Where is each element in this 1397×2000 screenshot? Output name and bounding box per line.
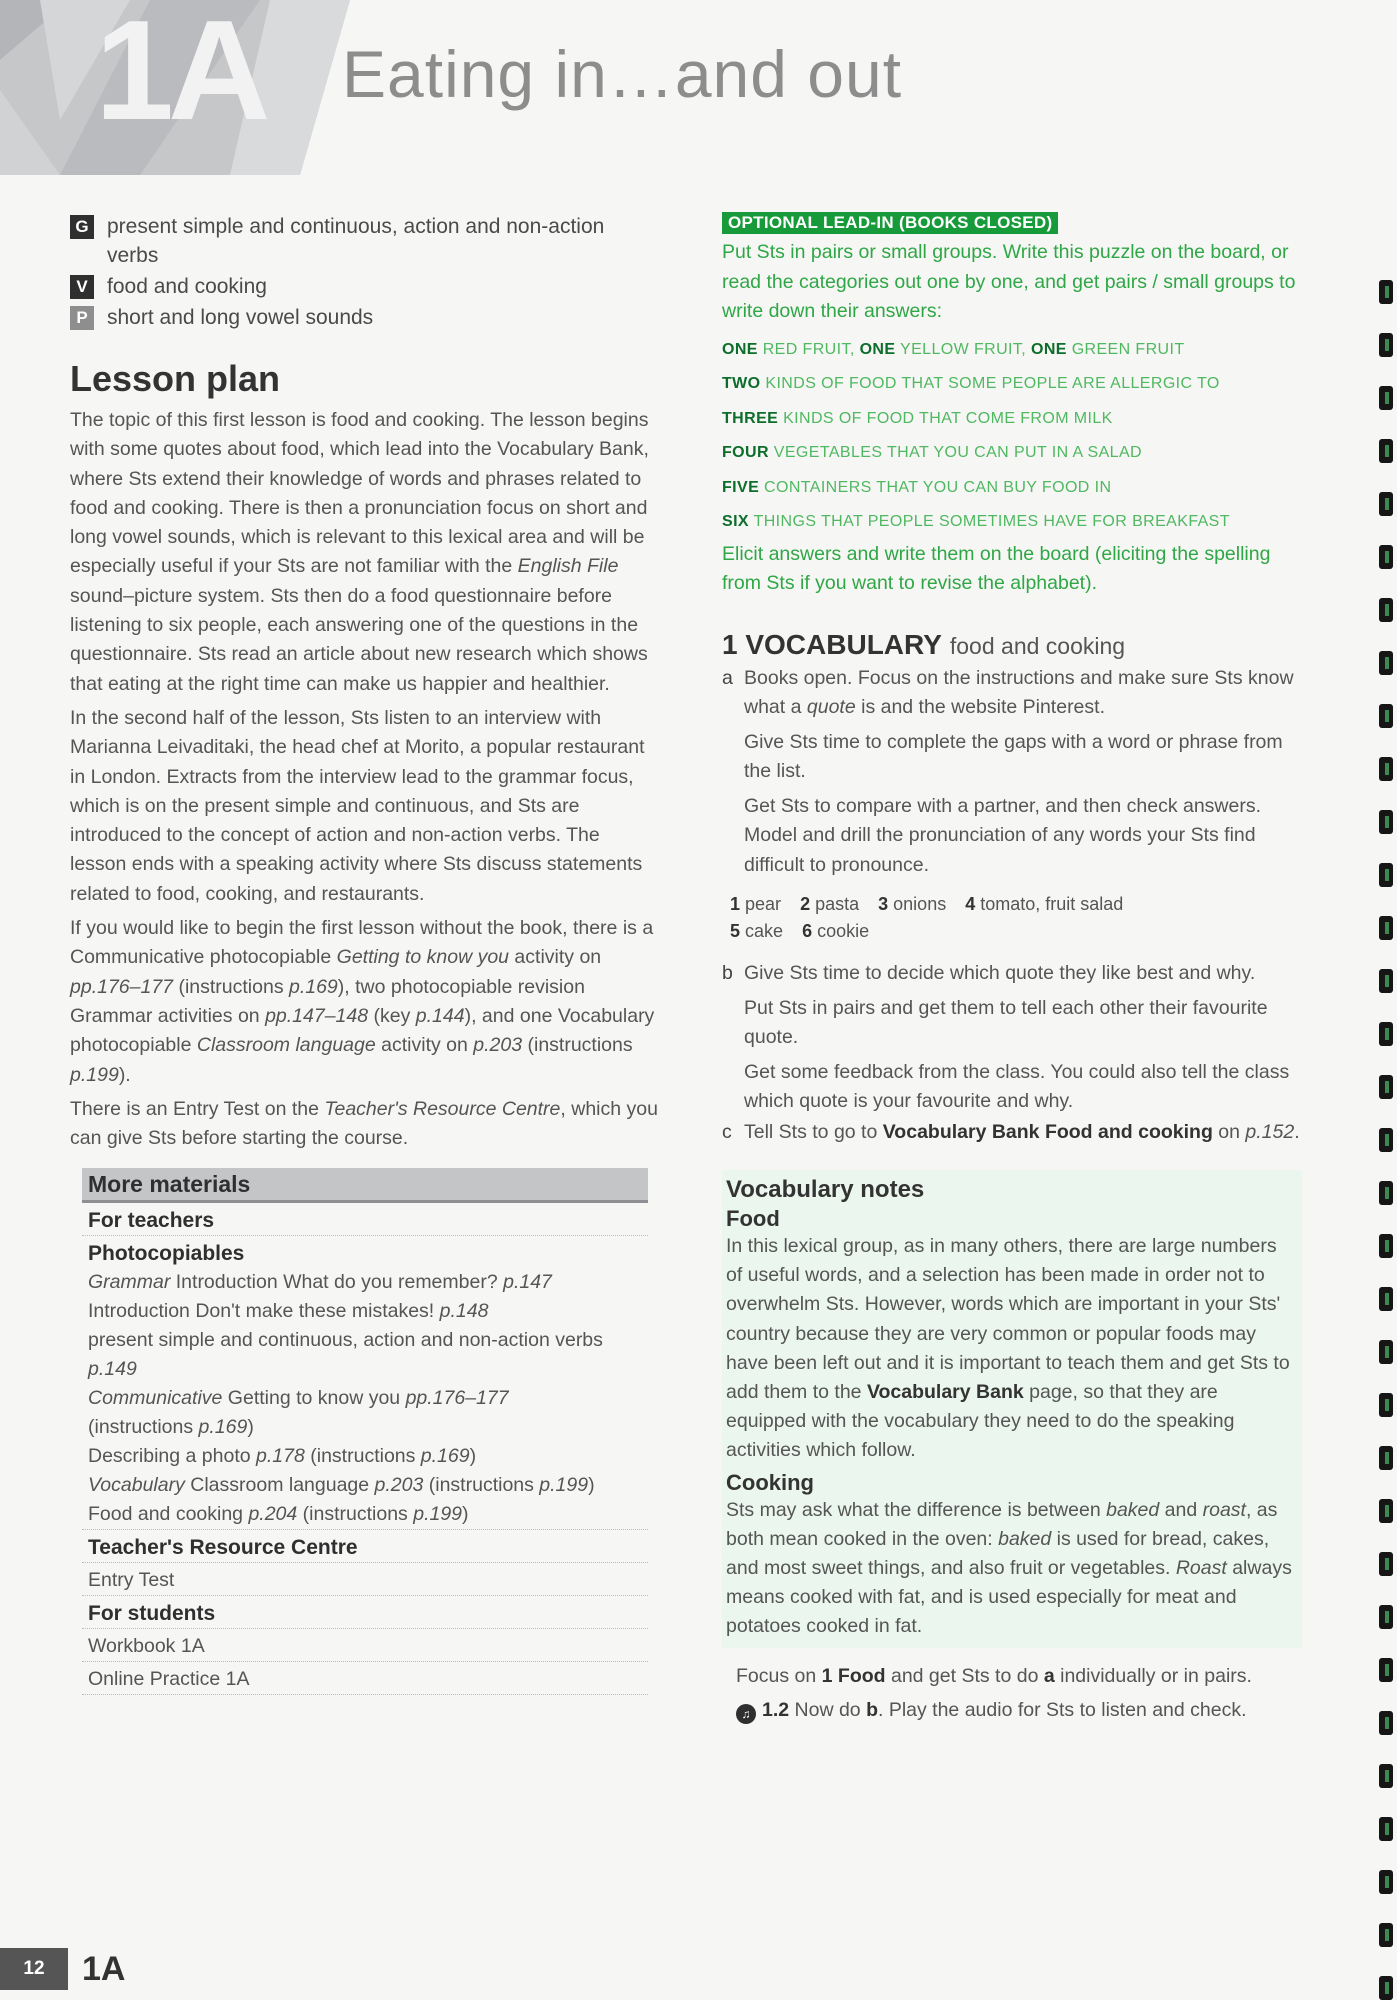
binding-ring: [1379, 439, 1393, 463]
binding-ring: [1379, 1022, 1393, 1046]
binding-ring: [1379, 704, 1393, 728]
step-text: Books open. Focus on the instructions and make sure Sts know what a quote is and the website Pinterest.: [744, 666, 1294, 718]
objective-pronunciation: [70, 303, 660, 332]
footer-unit-label: 1A: [82, 1950, 126, 1988]
binding-ring: [1379, 1976, 1393, 2000]
more-materials-box: [82, 1168, 648, 1695]
step-text: Tell Sts to go to Vocabulary Bank Food and cooking on p.152.: [744, 1120, 1300, 1143]
binding-ring: [1379, 1234, 1393, 1258]
vocabulary-notes-box: [722, 1170, 1302, 1648]
step-text: Focus on 1 Food and get Sts to do a individually or in pairs.: [736, 1664, 1252, 1687]
food-note: In this lexical group, as in many others, there are large numbers of useful words, and a selection has been made in order not to overwhelm Sts. However, words which are important in your Sts' country because they are very common or popular foods may have been left out and it is important to teach them and get Sts to add them to the Vocabulary Bank page, so that they are equipped with the vocabulary they need to do the speaking activities which follow.: [726, 1235, 1290, 1462]
audio-icon: ♫: [736, 1704, 756, 1724]
material-item: Food and cooking p.204 (instructions p.199): [82, 1500, 648, 1530]
lesson-plan-paragraph-4: There is an Entry Test on the Teacher's Resource Centre, which you can give Sts before starting the course.: [70, 1097, 658, 1150]
binding-ring: [1379, 651, 1393, 675]
step-letter: c: [722, 1120, 732, 1143]
step-text: Put Sts in pairs and get them to tell each other their favourite quote.: [744, 996, 1268, 1048]
puzzle-line: SIX THINGS THAT PEOPLE SOMETIMES HAVE FOR BREAKFAST: [722, 513, 1230, 530]
lesson-plan-paragraph-2: In the second half of the lesson, Sts listen to an interview with Marianna Leivaditaki, the head chef at Morito, a popular restaurant in London. Extracts from the interview lead to the grammar focus, which is on the present simple and continuous, and Sts are introduced to the concept of action and non-action verbs. The lesson ends with a speaking activity where Sts discuss statements related to food, cooking, and restaurants.: [70, 706, 645, 905]
entry-test-item: Entry Test: [82, 1563, 648, 1596]
vocabulary-badge: V: [70, 275, 94, 299]
step-letter: a: [722, 666, 733, 689]
lead-in-intro: Put Sts in pairs or small groups. Write this puzzle on the board, or read the categories out one by one, and get pairs / small groups to write down their answers:: [722, 241, 1296, 322]
page-number: 12: [0, 1948, 68, 1990]
lead-in-outro: Elicit answers and write them on the board (eliciting the spelling from Sts if you want to revise the alphabet).: [722, 542, 1271, 594]
binding-ring: [1379, 1393, 1393, 1417]
for-teachers-heading: For teachers: [82, 1203, 648, 1236]
material-item: Grammar Introduction What do you remember? p.147: [88, 1271, 552, 1294]
binding-ring: [1379, 1817, 1393, 1841]
puzzle-list: [722, 333, 1308, 540]
teachers-resource-centre-heading: Teacher's Resource Centre: [82, 1530, 648, 1563]
more-materials-heading: More materials: [82, 1168, 648, 1203]
lesson-plan-heading: Lesson plan: [70, 358, 281, 399]
step-a: [722, 664, 1308, 886]
binding-ring: [1379, 1711, 1393, 1735]
binding-ring: [1379, 1870, 1393, 1894]
cooking-note: Sts may ask what the difference is between baked and roast, as both mean cooked in the oven: baked is used for bread, cakes, and most sweet things, and also fruit or vegetables. Roast always means cooked with fat, and is used especially for meat and potatoes cooked in fat.: [726, 1498, 1292, 1638]
binding-ring: [1379, 757, 1393, 781]
binding-ring: [1379, 545, 1393, 569]
photocopiables-heading: Photocopiables: [88, 1242, 245, 1266]
grammar-badge: G: [70, 215, 94, 239]
left-column: [70, 212, 660, 1695]
binding-ring: [1379, 280, 1393, 304]
objective-text: food and cooking: [107, 275, 267, 298]
for-students-heading: For students: [82, 1596, 648, 1629]
vocabulary-notes-title: Vocabulary notes: [726, 1176, 925, 1203]
objective-vocabulary: [70, 272, 660, 301]
material-item: present simple and continuous, action and non-action verbs p.149: [88, 1329, 603, 1381]
binding-ring: [1379, 1287, 1393, 1311]
right-column: [722, 212, 1308, 1725]
step-letter: b: [722, 962, 733, 984]
puzzle-line: THREE KINDS OF FOOD THAT COME FROM MILK: [722, 409, 1113, 427]
binding-ring: [1379, 969, 1393, 993]
binding-ring: [1379, 333, 1393, 357]
lesson-plan-paragraph-3: If you would like to begin the first lesson without the book, there is a Communicative photocopiable Getting to know you activity on pp.176–177 (instructions p.169), two photocopiable revision Grammar activities on pp.147–148 (key p.144), and one Vocabulary photocopiable Classroom language activity on p.203 (instructions p.199).: [70, 917, 655, 1086]
step-text: Give Sts time to decide which quote they like best and why.: [744, 962, 1256, 984]
binding-ring: [1379, 863, 1393, 887]
binding-ring: [1379, 492, 1393, 516]
puzzle-line: ONE RED FRUIT, ONE YELLOW FRUIT, ONE GREEN FRUIT: [722, 340, 1185, 358]
binding-ring: [1379, 1181, 1393, 1205]
material-item: Vocabulary Classroom language p.203 (instructions p.199): [88, 1474, 595, 1497]
spiral-binding: [1375, 280, 1397, 2000]
material-item: Describing a photo p.178 (instructions p.169): [88, 1445, 477, 1468]
binding-ring: [1379, 1446, 1393, 1470]
vocabulary-heading: 1 VOCABULARY food and cooking: [722, 628, 1126, 660]
optional-lead-in-label: OPTIONAL LEAD-IN (BOOKS CLOSED): [722, 212, 1058, 234]
objective-text: short and long vowel sounds: [107, 306, 374, 329]
step-c: [722, 1118, 1308, 1153]
step-text: Give Sts time to complete the gaps with a word or phrase from the list.: [744, 730, 1283, 782]
material-item: Introduction Don't make these mistakes! p.148: [88, 1300, 489, 1323]
objective-grammar: [70, 212, 660, 270]
binding-ring: [1379, 1764, 1393, 1788]
answer-key: 1 pear 2 pasta 3 onions 4 tomato, fruit salad 5 cake 6 cookie: [730, 894, 1124, 941]
after-notes: [736, 1662, 1308, 1725]
material-item: Communicative Getting to know you pp.176–177 (instructions p.169): [88, 1387, 509, 1439]
page-title: Eating in…and out: [342, 37, 903, 111]
pronunciation-badge: P: [70, 306, 94, 330]
binding-ring: [1379, 1075, 1393, 1099]
objective-text: present simple and continuous, action and non-action verbs: [107, 215, 605, 267]
binding-ring: [1379, 1499, 1393, 1523]
puzzle-line: FIVE CONTAINERS THAT YOU CAN BUY FOOD IN: [722, 478, 1112, 496]
binding-ring: [1379, 916, 1393, 940]
online-practice-item: Online Practice 1A: [82, 1662, 648, 1695]
lesson-plan-paragraph-1: The topic of this first lesson is food and cooking. The lesson begins with some quotes about food, which lead into the Vocabulary Bank, where Sts extend their knowledge of words and phrases related to food and cooking. There is then a pronunciation focus on short and long vowel sounds, which is relevant to this lexical area and will be especially useful if your Sts are not familiar with the English File sound–picture system. Sts then do a food questionnaire before listening to six people, each answering one of the questions in the questionnaire. Sts read an article about new research which shows that eating at the right time can make us happier and healthier.: [70, 409, 649, 695]
binding-ring: [1379, 1552, 1393, 1576]
step-b: [722, 959, 1308, 1122]
puzzle-line: TWO KINDS OF FOOD THAT SOME PEOPLE ARE ALLERGIC TO: [722, 375, 1220, 392]
binding-ring: [1379, 598, 1393, 622]
food-heading: Food: [726, 1206, 780, 1231]
binding-ring: [1379, 1128, 1393, 1152]
binding-ring: [1379, 1605, 1393, 1629]
cooking-heading: Cooking: [726, 1469, 814, 1495]
step-text: Get Sts to compare with a partner, and then check answers. Model and drill the pronunciation of any words your Sts find difficult to pronounce.: [744, 794, 1262, 876]
binding-ring: [1379, 810, 1393, 834]
binding-ring: [1379, 1923, 1393, 1947]
binding-ring: [1379, 1340, 1393, 1364]
puzzle-line: FOUR VEGETABLES THAT YOU CAN PUT IN A SALAD: [722, 444, 1142, 461]
binding-ring: [1379, 1658, 1393, 1682]
step-text: Get some feedback from the class. You could also tell the class which quote is your favourite and why.: [744, 1060, 1290, 1112]
step-text: ♫ 1.2 Now do b. Play the audio for Sts to listen and check.: [736, 1696, 1308, 1725]
workbook-item: Workbook 1A: [82, 1629, 648, 1662]
binding-ring: [1379, 386, 1393, 410]
unit-number-large: 1A: [95, 0, 265, 150]
